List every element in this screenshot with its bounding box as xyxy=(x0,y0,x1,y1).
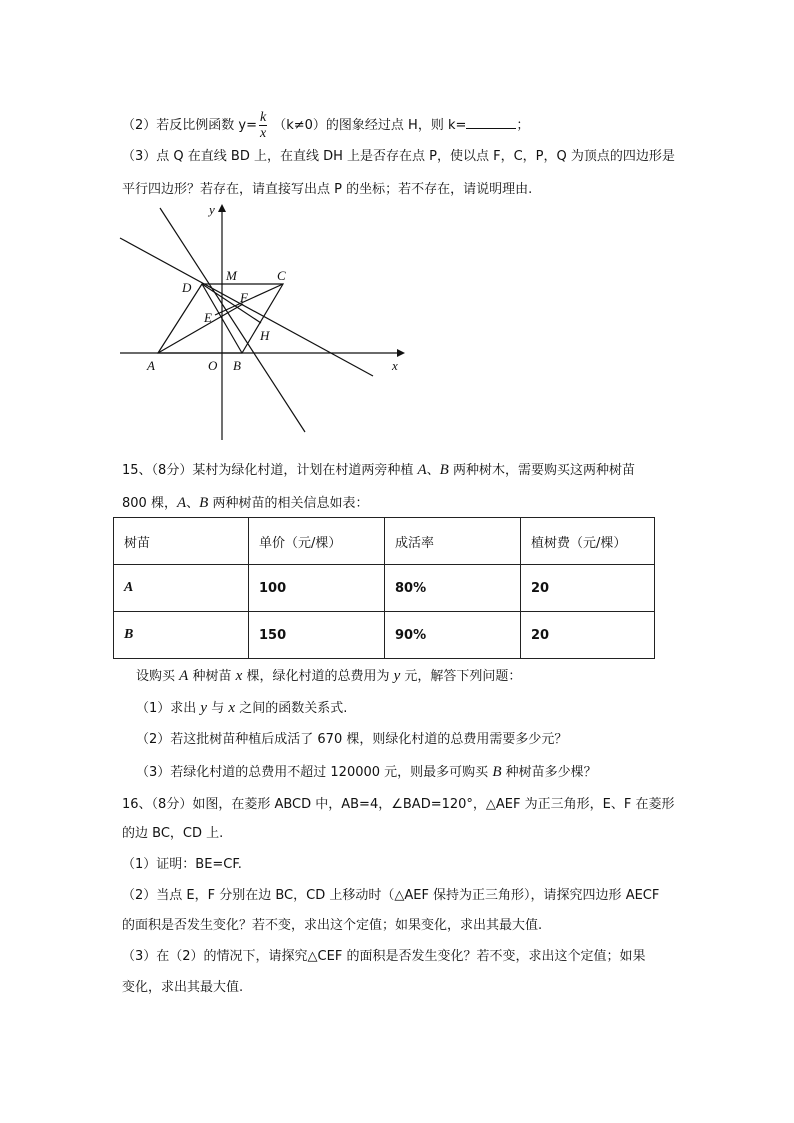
answer-blank[interactable] xyxy=(466,116,516,129)
q15-setup: 设购买 A 种树苗 x 棵，绿化村道的总费用为 y 元，解答下列问题： xyxy=(136,668,522,684)
q16-sub2-line2: 的面积是否发生变化？若不变，求出这个定值；如果变化，求出其最大值. xyxy=(122,918,543,933)
table-cell: 80% xyxy=(385,565,521,612)
label-h: H xyxy=(260,328,270,343)
table-header-cell: 植树费（元/棵） xyxy=(521,518,655,565)
label-m: M xyxy=(226,268,237,283)
label-c: C xyxy=(277,268,286,283)
table-cell: 90% xyxy=(385,612,521,659)
table-cell: 20 xyxy=(521,565,655,612)
q15-sub1: （1）求出 y 与 x 之间的函数关系式. xyxy=(136,700,348,716)
q14-part2: （2）若反比例函数 y= $\frac{k}{x}$ （k≠0）的图象经过点 H，则 k= ； xyxy=(122,110,530,141)
q16-line1: 16、（8分）如图，在菱形 ABCD 中，AB=4，∠BAD=120°，△AEF 为正三角形，E、F 在菱形 xyxy=(122,797,675,812)
seedling-table xyxy=(113,517,655,659)
table-cell: B xyxy=(114,612,249,659)
table-header-cell: 树苗 xyxy=(114,518,249,565)
label-x: x xyxy=(392,358,398,373)
q14-part3-line2: 平行四边形？若存在，请直接写出点 P 的坐标；若不存在，请说明理由. xyxy=(122,182,533,197)
table-cell: 20 xyxy=(521,612,655,659)
label-d: D xyxy=(182,280,192,295)
q16-sub3-line2: 变化，求出其最大值. xyxy=(122,980,244,995)
q15-line2: 800 棵，A、B 两种树苗的相关信息如表： xyxy=(122,495,369,511)
y-axis-arrow xyxy=(218,204,226,212)
label-b: B xyxy=(233,358,241,373)
table-row xyxy=(114,565,655,612)
q15-line1: 15、（8分）某村为绿化村道，计划在村道两旁种植 A、B 两种树木，需要购买这两种树苗 xyxy=(122,462,635,478)
line-bd xyxy=(160,208,305,432)
table-header-cell: 成活率 xyxy=(385,518,521,565)
table-header-row xyxy=(114,518,655,565)
label-y: y xyxy=(209,202,215,217)
fraction-k-over-x: $\frac{k}{x}$ xyxy=(260,110,267,141)
q14-part3-line1: （3）点 Q 在直线 BD 上，在直线 DH 上是否存在点 P，使以点 F，C，P，Q 为顶点的四边形是 xyxy=(122,149,675,164)
q15-sub2: （2）若这批树苗种植后成活了 670 棵，则绿化村道的总费用需要多少元？ xyxy=(136,732,568,747)
table-header-cell: 单价（元/棵） xyxy=(249,518,385,565)
label-e: E xyxy=(204,310,212,325)
q15-sub3: （3）若绿化村道的总费用不超过 120000 元，则最多可购买 B 种树苗多少棵？ xyxy=(136,764,597,780)
table-cell: 150 xyxy=(249,612,385,659)
q16-sub3-line1: （3）在（2）的情况下，请探究△CEF 的面积是否发生变化？若不变，求出这个定值；如果 xyxy=(122,949,646,964)
geometry-figure xyxy=(115,200,410,445)
line-through-d-h xyxy=(120,238,373,376)
table-cell: A xyxy=(114,565,249,612)
q16-line2: 的边 BC，CD 上. xyxy=(122,826,224,841)
x-axis-arrow xyxy=(397,349,405,357)
label-a: A xyxy=(147,358,155,373)
table-cell: 100 xyxy=(249,565,385,612)
segment-a-f xyxy=(158,304,243,353)
q16-sub1: （1）证明：BE=CF. xyxy=(122,857,242,872)
label-o: O xyxy=(208,358,218,373)
label-f: F xyxy=(240,290,248,305)
table-row xyxy=(114,612,655,659)
q16-sub2-line1: （2）当点 E，F 分别在边 BC，CD 上移动时（△AEF 保持为正三角形），请探究四边形 AECF xyxy=(122,888,660,903)
